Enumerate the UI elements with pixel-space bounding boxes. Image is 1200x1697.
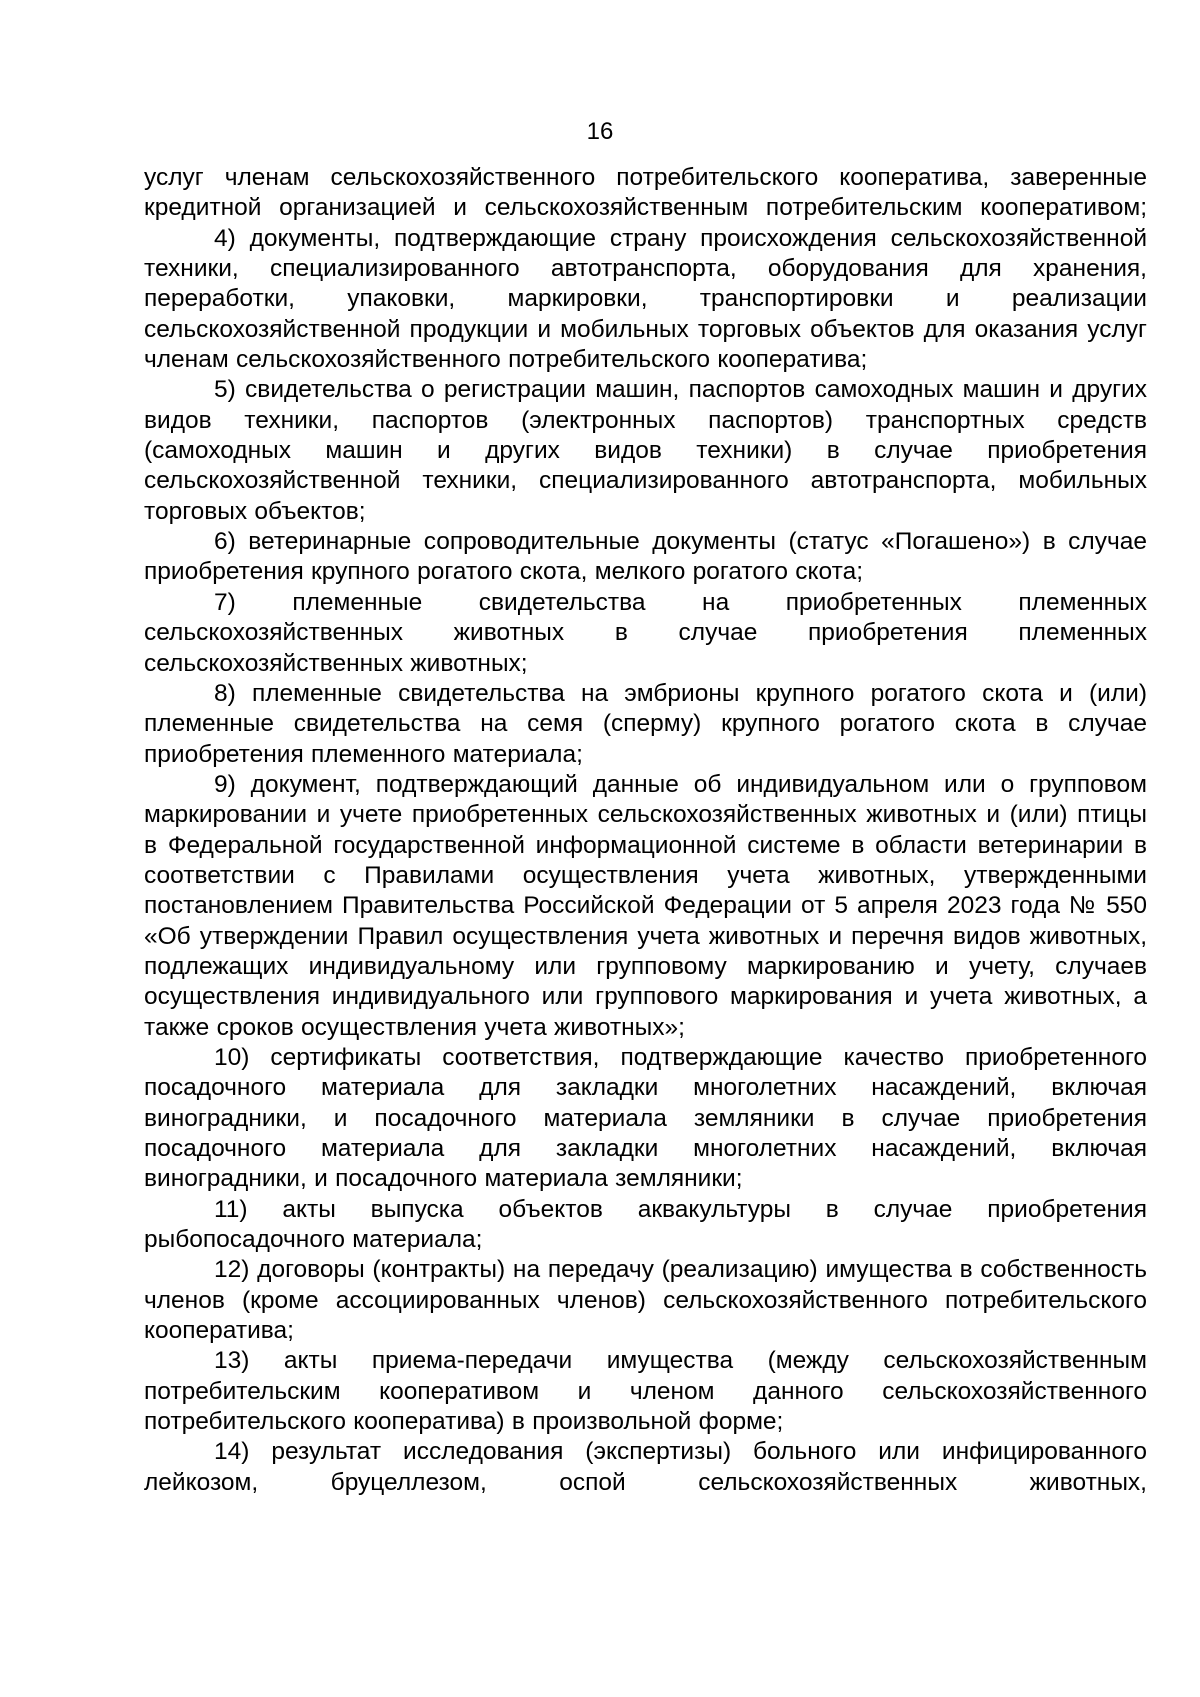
page-number: 16: [586, 118, 614, 145]
list-item-4: 4) документы, подтверждающие страну происхождения сельскохозяйственной техники, специализированного автотранспорта, оборудования для хранения, переработки, упаковки, маркировки, транспортировки и реализации сельскохозяйственной продукции и мобильных торговых объектов для оказания услуг членам сельскохозяйственного потребительского кооператива;: [144, 224, 1147, 374]
list-item-14: 14) результат исследования (экспертизы) больного или инфицированного лейкозом, бруцеллезом, оспой сельскохозяйственных животных,: [144, 1438, 1147, 1496]
document-body: [144, 163, 1147, 1498]
list-item-5: 5) свидетельства о регистрации машин, паспортов самоходных машин и других видов техники, паспортов (электронных паспортов) транспортных средств (самоходных машин и других видов техники) в случае приобретения сельскохозяйственной техники, специализированного автотранспорта, мобильных торговых объектов;: [144, 376, 1147, 525]
paragraph-continuation: услуг членам сельскохозяйственного потребительского кооператива, заверенные кредитной организацией и сельскохозяйственным потребительским кооперативом;: [144, 164, 1147, 222]
list-item-7: 7) племенные свидетельства на приобретенных племенных сельскохозяйственных животных в случае приобретения племенных сельскохозяйственных животных;: [144, 588, 1147, 677]
list-item-9: 9) документ, подтверждающий данные об индивидуальном или о групповом маркировании и учете приобретенных сельскохозяйственных животных и (или) птицы в Федеральной государственной информационной системе в области ветеринарии в соответствии с Правилами осуществления учета животных, утвержденными постановлением Правительства Российской Федерации от 5 апреля 2023 года № 550 «Об утверждении Правил осуществления учета животных и перечня видов животных, подлежащих индивидуальному или групповому маркированию и учету, случаев осуществления индивидуального или группового маркирования и учета животных, а также сроков осуществления учета животных»;: [144, 770, 1147, 1041]
list-item-8: 8) племенные свидетельства на эмбрионы крупного рогатого скота и (или) племенные свидетельства на семя (сперму) крупного рогатого скота в случае приобретения племенного материала;: [144, 679, 1147, 768]
list-item-10: 10) сертификаты соответствия, подтверждающие качество приобретенного посадочного материала для закладки многолетних насаждений, включая виноградники, и посадочного материала земляники в случае приобретения посадочного материала для закладки многолетних насаждений, включая виноградники, и посадочного материала земляники;: [144, 1043, 1147, 1193]
list-item-6: 6) ветеринарные сопроводительные документы (статус «Погашено») в случае приобретения крупного рогатого скота, мелкого рогатого скота;: [144, 528, 1147, 586]
list-item-13: 13) акты приема-передачи имущества (между сельскохозяйственным потребительским кооперативом и членом данного сельскохозяйственного потребительского кооператива) в произвольной форме;: [144, 1347, 1147, 1436]
list-item-11: 11) акты выпуска объектов аквакультуры в случае приобретения рыбопосадочного материала;: [144, 1195, 1147, 1254]
list-item-12: 12) договоры (контракты) на передачу (реализацию) имущества в собственность членов (кроме ассоциированных членов) сельскохозяйственного потребительского кооператива;: [144, 1256, 1147, 1345]
